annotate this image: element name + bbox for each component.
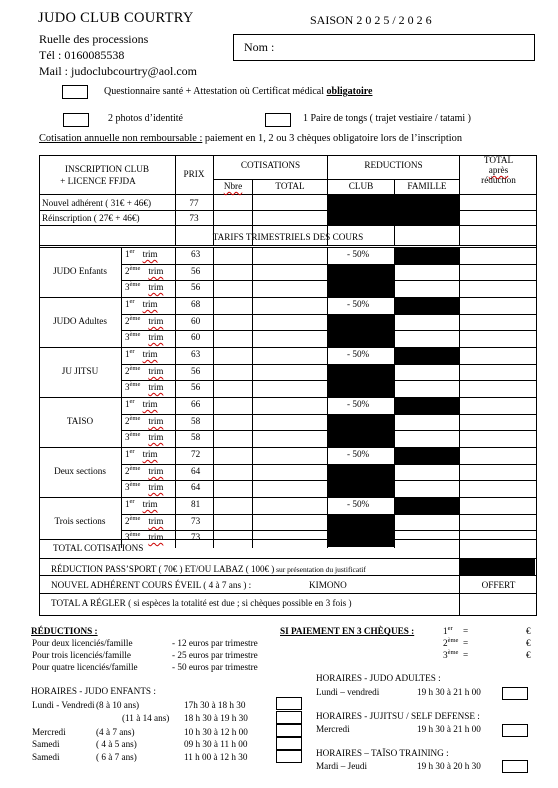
club-reduction: - 50%: [347, 399, 370, 409]
header-famille: FAMILLE: [407, 181, 447, 191]
trim-price: 64: [191, 466, 201, 476]
enfants-age: (8 à 10 ans): [96, 700, 140, 710]
horaires-taiso-title: HORAIRES – TAÏSO TRAINING :: [316, 748, 449, 758]
name-label: Nom :: [244, 40, 275, 54]
header-inscription: INSCRIPTION CLUB: [65, 164, 149, 174]
enfants-day: Mercredi: [32, 727, 66, 737]
trim-label: 1er trim: [125, 498, 158, 509]
trim-price: 58: [191, 416, 201, 426]
eveil-label: NOUVEL ADHÉRENT COURS ÉVEIL ( 4 à 7 ans ) :: [51, 580, 252, 590]
club-name: JUDO CLUB COURTRY: [38, 10, 194, 26]
trim-label: 2ème trim: [125, 315, 164, 326]
club-phone: Tél : 0160085538: [39, 48, 125, 62]
trim-label: 2ème trim: [125, 465, 164, 476]
taiso-day: Mardi – Jeudi: [316, 761, 368, 771]
header-prix: PRIX: [183, 169, 205, 179]
reduction-value: - 25 euros par trimestre: [172, 650, 258, 660]
club-reduction: - 50%: [347, 349, 370, 359]
trim-price: 60: [191, 332, 201, 342]
enfants-time: 17h 30 à 18 h 30: [184, 700, 246, 710]
club-address: Ruelle des processions: [39, 32, 149, 46]
adultes-day: Lundi – vendredi: [316, 687, 380, 697]
header-total: TOTAL: [275, 181, 305, 191]
photos-checkbox[interactable]: [63, 113, 89, 127]
nouvel-adherent-prix: 77: [189, 198, 199, 208]
enfants-checkbox[interactable]: [276, 697, 302, 710]
header-cotisations: COTISATIONS: [240, 160, 301, 170]
trim-price: 73: [191, 516, 201, 526]
enfants-age: (4 à 7 ans): [96, 727, 135, 737]
enfants-day: Samedi: [32, 739, 60, 749]
trim-label: 1er trim: [125, 298, 158, 309]
trim-price: 56: [191, 382, 201, 392]
cheque-equals: =: [463, 650, 469, 660]
header-reductions: REDUCTIONS: [364, 160, 423, 170]
trim-price: 68: [191, 299, 201, 309]
trim-label: 2ème trim: [125, 415, 164, 426]
cheque-currency: €: [526, 650, 531, 660]
enfants-age: ( 6 à 7 ans): [96, 752, 137, 762]
taiso-time: 19 h 30 à 20 h 30: [417, 761, 481, 771]
reduction-label: Pour quatre licenciés/famille: [32, 662, 138, 672]
reduction-value: - 12 euros par trimestre: [172, 638, 258, 648]
cheque-number: 2ème: [443, 636, 459, 648]
group-label: JUDO Adultes: [53, 316, 107, 326]
trim-label: 2ème trim: [125, 265, 164, 276]
reduction-label: Pour trois licenciés/famille: [32, 650, 131, 660]
trim-price: 81: [191, 499, 201, 509]
registration-table: [39, 155, 537, 616]
reduction-label: Pour deux licenciés/famille: [32, 638, 133, 648]
nouvel-adherent-label: Nouvel adhérent ( 31€ + 46€): [42, 198, 152, 208]
trim-price: 64: [191, 482, 201, 492]
enfants-age: (11 à 14 ans): [122, 713, 170, 723]
trim-price: 56: [191, 366, 201, 376]
cheque-number: 3ème: [443, 648, 459, 660]
total-regler-label: TOTAL A RÉGLER ( si espèces la totalité est due ; si chèques possible en 3 fois ): [51, 598, 352, 608]
reduction-pass-label: RÉDUCTION PASS’SPORT ( 70€ ) ET/OU LABAZ ( 100€ ) sur présentation du justificatif: [51, 564, 366, 574]
enfants-time: 18 h 30 à 19 h 30: [184, 713, 248, 723]
enfants-checkbox[interactable]: [276, 750, 302, 763]
questionnaire-text: Questionnaire santé + Attestation où Certificat médical obligatoire: [104, 86, 373, 97]
trim-price: 56: [191, 266, 201, 276]
taiso-checkbox[interactable]: [502, 760, 528, 773]
trim-price: 60: [191, 316, 201, 326]
reinscription-prix: 73: [189, 213, 199, 223]
trim-label: 3ème trim: [125, 531, 164, 542]
group-label: JU JITSU: [61, 366, 99, 376]
trim-label: 3ème trim: [125, 381, 164, 392]
trim-price: 56: [191, 282, 201, 292]
reduction-value: - 50 euros par trimestre: [172, 662, 258, 672]
reinscription-label: Réinscription ( 27€ + 46€): [42, 213, 140, 223]
header-licence: + LICENCE FFJDA: [60, 176, 136, 186]
questionnaire-checkbox[interactable]: [62, 85, 88, 99]
jujitsu-checkbox[interactable]: [502, 724, 528, 737]
group-label: Deux sections: [54, 466, 106, 476]
club-reduction: - 50%: [347, 249, 370, 259]
cheque-equals: =: [463, 626, 469, 636]
photos-text: 2 photos d’identité: [108, 113, 183, 124]
cotisation-note: Cotisation annuelle non remboursable : paiement en 1, 2 ou 3 chèques obligatoire lors de l’inscription: [39, 133, 463, 144]
header-nbre: Nbre: [223, 181, 243, 191]
enfants-checkbox[interactable]: [276, 711, 302, 724]
horaires-adultes-title: HORAIRES - JUDO ADULTES :: [316, 673, 441, 683]
kimono-label: KIMONO: [309, 580, 347, 590]
trim-label: 3ème trim: [125, 431, 164, 442]
paiement-title: SI PAIEMENT EN 3 CHÈQUES :: [280, 626, 415, 636]
tongs-checkbox[interactable]: [265, 113, 291, 127]
trim-price: 66: [191, 399, 201, 409]
cheque-currency: €: [526, 638, 531, 648]
enfants-day: Samedi: [32, 752, 60, 762]
reductions-title: RÉDUCTIONS :: [31, 626, 98, 636]
trim-label: 2ème trim: [125, 515, 164, 526]
tarifs-title: TARIFS TRIMESTRIELS DES COURS: [212, 232, 364, 242]
enfants-day: Lundi - Vendredi: [32, 700, 95, 710]
club-reduction: - 50%: [347, 299, 370, 309]
enfants-time: 11 h 00 à 12 h 30: [184, 752, 248, 762]
season: SAISON 2 0 2 5 / 2 0 2 6: [310, 13, 432, 27]
trim-label: 1er trim: [125, 348, 158, 359]
jujitsu-time: 19 h 30 à 21 h 00: [417, 724, 481, 734]
trim-label: 1er trim: [125, 448, 158, 459]
trim-price: 72: [191, 449, 201, 459]
horaires-enfants-title: HORAIRES - JUDO ENFANTS :: [31, 686, 156, 696]
trim-label: 3ème trim: [125, 481, 164, 492]
adultes-checkbox[interactable]: [502, 687, 528, 700]
trim-label: 1er trim: [125, 248, 158, 259]
enfants-age: ( 4 à 5 ans): [96, 739, 137, 749]
horaires-jujitsu-title: HORAIRES - JUJITSU / SELF DEFENSE :: [316, 711, 480, 721]
club-mail: Mail : judoclubcourtry@aol.com: [39, 64, 198, 78]
club-reduction: - 50%: [347, 499, 370, 509]
header-total-apres: TOTAL après réduction: [481, 155, 516, 185]
group-label: Trois sections: [54, 516, 106, 526]
offert-label: OFFERT: [481, 580, 516, 590]
cheque-equals: =: [463, 638, 469, 648]
trim-label: 2ème trim: [125, 365, 164, 376]
club-reduction: - 50%: [347, 449, 370, 459]
group-label: TAISO: [66, 416, 94, 426]
name-field[interactable]: [233, 34, 535, 61]
enfants-time: 10 h 30 à 12 h 00: [184, 727, 248, 737]
trim-price: 63: [191, 349, 201, 359]
header-club: CLUB: [348, 181, 374, 191]
tongs-text: 1 Paire de tongs ( trajet vestiaire / tatami ): [303, 113, 471, 124]
adultes-time: 19 h 30 à 21 h 00: [417, 687, 481, 697]
trim-label: 3ème trim: [125, 281, 164, 292]
enfants-time: 09 h 30 à 11 h 00: [184, 739, 248, 749]
trim-price: 73: [191, 532, 201, 542]
trim-price: 58: [191, 432, 201, 442]
total-cotisations-label: TOTAL COTISATIONS: [53, 543, 144, 553]
enfants-checkbox[interactable]: [276, 737, 302, 750]
cheque-currency: €: [526, 626, 531, 636]
enfants-checkbox[interactable]: [276, 724, 302, 737]
group-label: JUDO Enfants: [53, 266, 107, 276]
jujitsu-day: Mercredi: [316, 724, 350, 734]
cheque-number: 1er: [443, 624, 453, 636]
trim-price: 63: [191, 249, 201, 259]
trim-label: 1er trim: [125, 398, 158, 409]
trim-label: 3ème trim: [125, 331, 164, 342]
